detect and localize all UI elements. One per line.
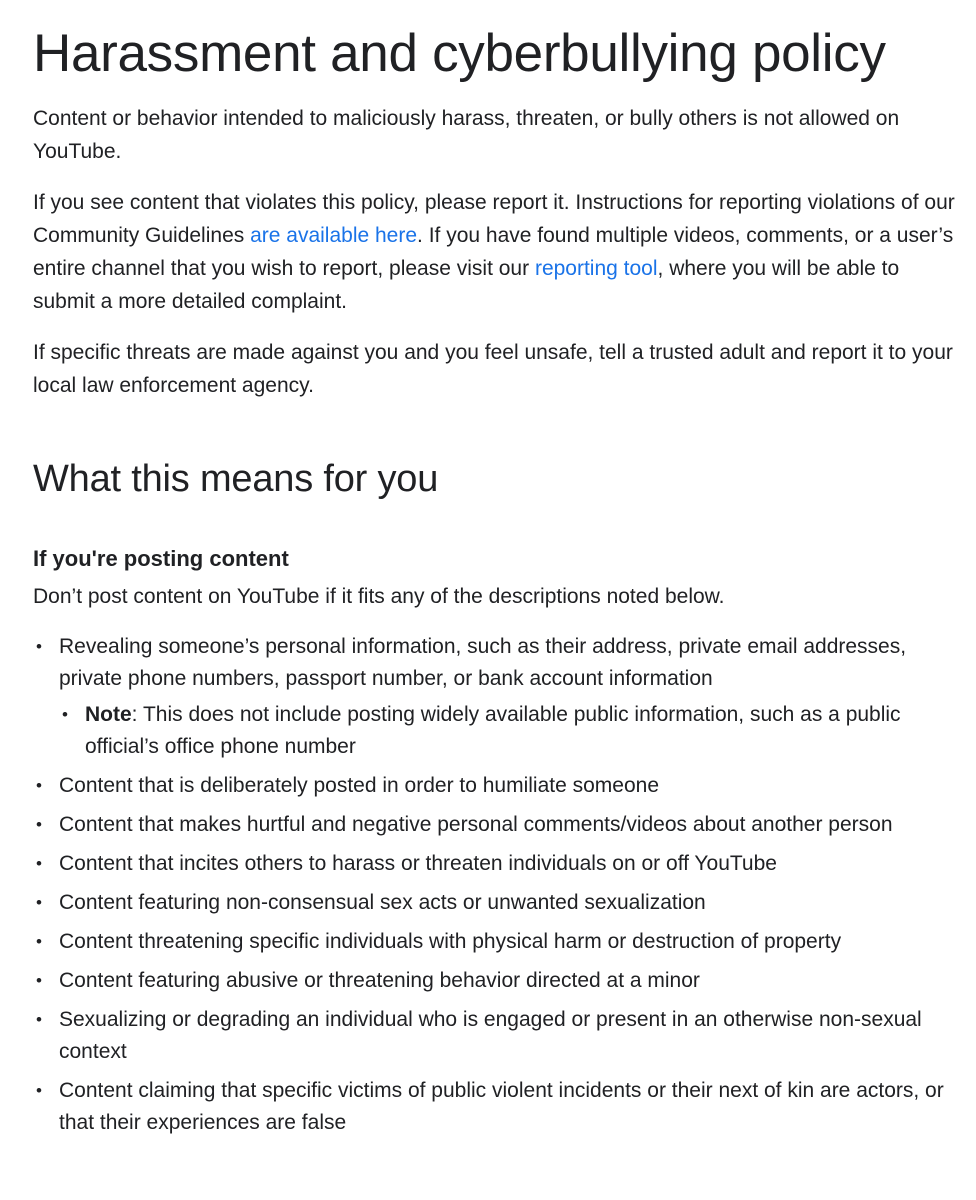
bullet-icon: • <box>36 893 42 912</box>
list-item <box>33 631 960 763</box>
bullet-icon: • <box>36 1081 42 1100</box>
community-guidelines-reporting-link[interactable]: are available here <box>250 224 418 247</box>
list-item-text: Content featuring abusive or threatening behavior directed at a minor <box>59 969 700 992</box>
list-item <box>33 848 960 880</box>
prohibited-content-list <box>33 631 960 1139</box>
subsection-intro: Don’t post content on YouTube if it fits any of the descriptions noted below. <box>33 585 725 608</box>
note-text: : This does not include posting widely available public information, such as a public official’s office phone number <box>85 703 901 758</box>
bullet-icon: • <box>36 1010 42 1029</box>
list-item <box>33 887 960 919</box>
section-heading: What this means for you <box>33 458 439 500</box>
list-item <box>33 809 960 841</box>
list-item <box>33 770 960 802</box>
reporting-tool-link[interactable]: reporting tool <box>534 257 658 280</box>
list-item-text: Content threatening specific individuals with physical harm or destruction of property <box>59 930 842 953</box>
list-item <box>33 1075 960 1139</box>
intro-p2-text-a: If you see content that violates this policy, please report it. Instructions for reporting violations of our Community Guidelines <box>33 191 955 247</box>
list-item <box>33 965 960 997</box>
intro-paragraph-3: If specific threats are made against you and you feel unsafe, tell a trusted adult and report it to your local law enforcement agency. <box>33 341 953 397</box>
list-item <box>33 1004 960 1068</box>
list-item-text: Content that makes hurtful and negative personal comments/videos about another person <box>59 813 893 836</box>
bullet-icon: • <box>36 815 42 834</box>
list-item-text: Content that is deliberately posted in order to humiliate someone <box>59 774 660 797</box>
intro-paragraph-2 <box>33 186 960 318</box>
note-label: Note <box>85 703 132 726</box>
note-sublist <box>59 699 960 763</box>
list-item-text: Revealing someone’s personal information, such as their address, private email addresses, private phone numbers, passport number, or bank account information <box>59 635 907 690</box>
bullet-icon: • <box>36 637 42 656</box>
list-item-text: Content claiming that specific victims of public violent incidents or their next of kin are actors, or that their experiences are false <box>59 1079 944 1134</box>
bullet-icon: • <box>36 971 42 990</box>
list-item-text: Content that incites others to harass or threaten individuals on or off YouTube <box>59 852 777 875</box>
bullet-icon: • <box>36 776 42 795</box>
intro-p2-text-c: , where you will be able to submit a more detailed complaint. <box>33 257 900 313</box>
list-item-text: Sexualizing or degrading an individual who is engaged or present in an otherwise non-sexual context <box>59 1008 922 1063</box>
bullet-icon: • <box>36 854 42 873</box>
bullet-icon: • <box>62 705 68 724</box>
list-item-text: Content featuring non-consensual sex acts or unwanted sexualization <box>59 891 706 914</box>
note-item <box>59 699 960 763</box>
intro-paragraph-1: Content or behavior intended to maliciously harass, threaten, or bully others is not allowed on YouTube. <box>33 107 900 163</box>
bullet-icon: • <box>36 932 42 951</box>
list-item <box>33 926 960 958</box>
page-title: Harassment and cyberbullying policy <box>33 24 886 83</box>
subsection-heading: If you're posting content <box>33 546 289 571</box>
intro-p2-text-b: . If you have found multiple videos, comments, or a user’s entire channel that you wish to report, please visit our <box>33 224 954 280</box>
